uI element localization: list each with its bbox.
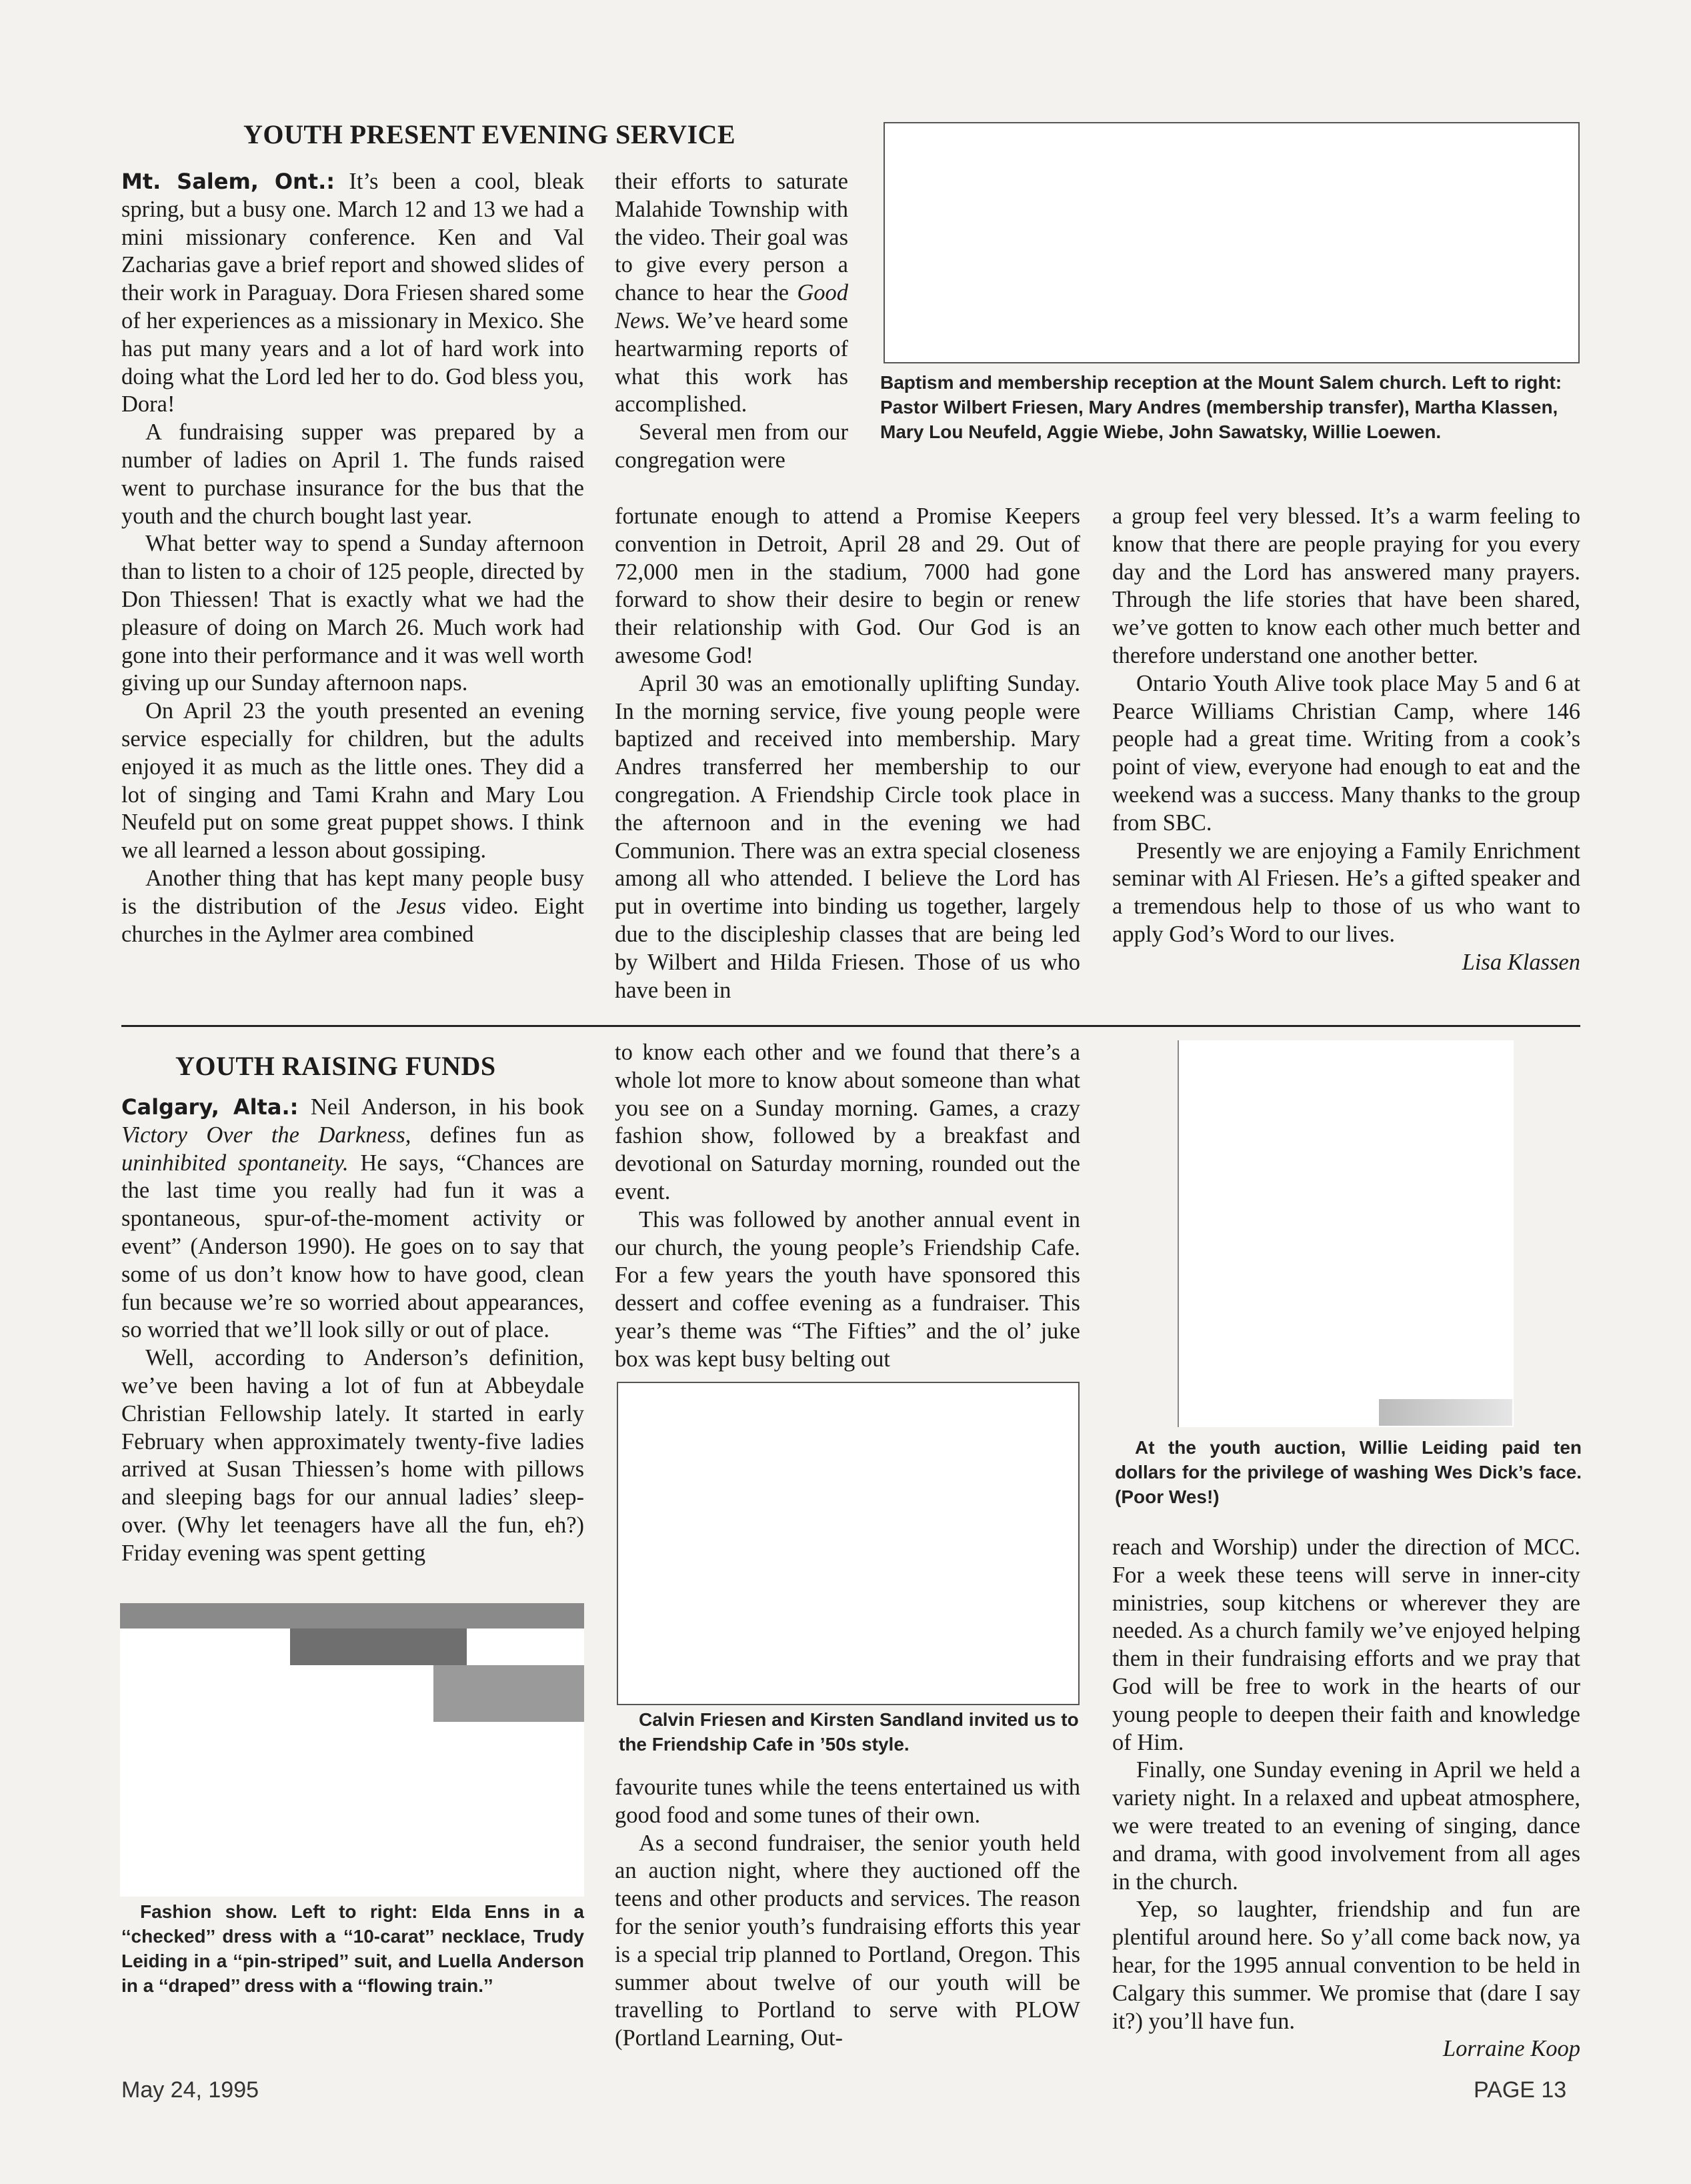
article2-paragraph: to know each other and we found that there’s a whole lot more to know about someone than what you see on a Sunday morning. Games, a crazy fashion show, followed by a breakfast and devotional on Saturday morning, rounded out the event. xyxy=(615,1040,1080,1204)
article1-paragraph: a group feel very blessed. It’s a warm feeling to know that there are people praying for you every day and the Lord has answered many prayers. Through the life stories that have been shared, we’ve gotten to know each other much better and therefore understand one another better. xyxy=(1112,503,1580,668)
article2-paragraph: Calgary, Alta.: Neil Anderson, in his book Victory Over the Darkness, defines fun as uninhibited spontaneity. He says, “Chances are the last time you really had fun it was a spontaneous, spur-of-the-moment activity or event” (Anderson 1990). He goes on to say that some of us don’t know how to have good, clean fun because we’re so worried about appearances, so worried that we’ll look silly or out of place. xyxy=(121,1094,585,1343)
article2-byline: Lorraine Koop xyxy=(1442,2036,1580,2062)
article1-paragraph: Ontario Youth Alive took place May 5 and 6 at Pearce Williams Christian Camp, where 146 people had a great time. Writing from a cook’s point of view, everyone had enough to eat and the weekend was a success. Many thanks to the group from SBC. xyxy=(1112,670,1580,836)
article1-paragraph: their efforts to saturate Malahide Township with the video. Their goal was to give every person a chance to hear the Good News. We’ve heard some heartwarming reports of what this work has accomplished. xyxy=(615,169,848,417)
article2-column-3 xyxy=(1112,1534,1580,2063)
article1-text: It’s been a cool, bleak spring, but a busy one. March 12 and 13 we had a mini missionary conference. Ken and Val Zacharias gave a brief report and showed slides of their work in Paraguay. Dora Friesen shared some of her experiences as a missionary in Mexico. She has put many years and a lot of hard work into doing what the Lord led her to do. God bless you, Dora! xyxy=(121,169,585,417)
baptism-photo xyxy=(884,122,1580,363)
article2-dateline: Calgary, Alta.: xyxy=(121,1094,299,1120)
article2-paragraph: This was followed by another annual event in our church, the young people’s Friendship Cafe. For a few years the youth have sponsored this dessert and coffee evening as a fundraiser. This year’s theme was “The Fifties” and the ol’ juke box was kept busy belting out xyxy=(615,1206,1080,1372)
article2-column-1 xyxy=(121,1094,584,1568)
article1-dateline: Mt. Salem, Ont.: xyxy=(121,169,335,194)
article2-column-2-top xyxy=(615,1039,1080,1374)
article1-byline: Lisa Klassen xyxy=(1462,949,1580,975)
friendship-cafe-caption: Calvin Friesen and Kirsten Sandland invited us to the Friendship Cafe in ’50s style. xyxy=(619,1709,1079,1755)
youth-auction-caption: At the youth auction, Willie Leiding paid ten dollars for the privilege of washing Wes Dick’s face. (Poor Wes!) xyxy=(1115,1437,1582,1507)
youth-auction-photo xyxy=(1178,1040,1514,1427)
article2-paragraph: Well, according to Anderson’s definition, we’ve been having a lot of fun at Abbeydale Christian Fellowship lately. It started in early February when approximately twenty-five ladies arrived at Susan Thiessen’s home with pillows and sleeping bags for our annual ladies’ sleep-over. (Why let teenagers have all the fun, eh?) Friday evening was spent getting xyxy=(121,1345,584,1566)
footer-page-number: PAGE 13 xyxy=(1474,2077,1567,2103)
article1-column-2-top xyxy=(615,168,848,475)
article2-paragraph: favourite tunes while the teens entertained us with good food and some tunes of their own. xyxy=(615,1775,1080,1828)
article1-column-1 xyxy=(121,168,584,948)
article1-paragraph xyxy=(121,168,584,419)
footer-date: May 24, 1995 xyxy=(121,2077,259,2103)
article1-paragraph: A fundraising supper was prepared by a number of ladies on April 1. The funds raised went to purchase insurance for the bus that the youth and the church bought last year. xyxy=(121,419,584,529)
section-divider xyxy=(121,1025,1580,1027)
article1-paragraph: Presently we are enjoying a Family Enrichment seminar with Al Friesen. He’s a gifted speaker and a tremendous help to those of us who want to apply God’s Word to our lives. xyxy=(1112,838,1580,947)
article1-paragraph: What better way to spend a Sunday afternoon than to listen to a choir of 125 people, directed by Don Thiessen! That is exactly what we had the pleasure of doing on March 26. Much work had gone into their performance and it was well worth giving up our Sunday afternoon naps. xyxy=(121,531,584,696)
friendship-cafe-photo xyxy=(617,1382,1080,1705)
auction-photo-fragment xyxy=(1379,1399,1512,1426)
fashion-show-caption: Fashion show. Left to right: Elda Enns in a ‘‘checked’’ dress with a ‘‘10-carat’’ necklace, Trudy Leiding in a ‘‘pin-striped’’ suit, and Luella Anderson in a ‘‘draped’’ dress with a ‘‘flowing train.’’ xyxy=(121,1901,584,1996)
fashion-photo-fragment xyxy=(290,1628,467,1665)
baptism-photo-caption: Baptism and membership reception at the Mount Salem church. Left to right: Pastor Wilbert Friesen, Mary Andres (membership transfer), Martha Klassen, Mary Lou Neufeld, Aggie Wiebe, John Sawatsky, Willie Loewen. xyxy=(880,372,1562,442)
article1-column-2-bottom xyxy=(615,503,1080,1004)
article1-paragraph: April 30 was an emotionally uplifting Sunday. In the morning service, five young people were baptized and received into membership. Mary Andres transferred her membership to our congregation. A Friendship Circle took place in the afternoon and in the evening we had Communion. There was an extra special closeness among all who attended. I believe the Lord has put in overtime into binding us together, largely due to the discipleship classes that are being led by Wilbert and Hilda Friesen. Those of us who have been in xyxy=(615,670,1080,1003)
article2-paragraph: reach and Worship) under the direction of MCC. For a week these teens will serve in inner-city ministries, soup kitchens or wherever they are needed. As a church family we’ve enjoyed helping them in their fundraising efforts and we pray that God will be free to work in the hearts of our young people to deepen their faith and knowledge of Him. xyxy=(1112,1534,1580,1755)
fashion-photo-fragment xyxy=(433,1665,584,1722)
article2-headline: YOUTH RAISING FUNDS xyxy=(175,1051,496,1081)
fashion-photo-fragment xyxy=(120,1628,290,1897)
article2-paragraph: As a second fundraiser, the senior youth held an auction night, where they auctioned off the teens and other products and services. The reason for the senior youth’s fundraising efforts this year is a special trip planned to Portland, Oregon. This summer about twelve of our youth will be travelling to Portland to serve with PLOW (Portland Learning, Out- xyxy=(615,1830,1080,2051)
fashion-show-photo xyxy=(120,1603,584,1897)
article2-paragraph: Finally, one Sunday evening in April we held a variety night. In a relaxed and upbeat atmosphere, we were treated to an evening of singing, dance and drama, with good involvement from all ages in the church. xyxy=(1112,1757,1580,1895)
article2-column-2-bottom xyxy=(615,1774,1080,2053)
article1-headline: YOUTH PRESENT EVENING SERVICE xyxy=(243,119,736,149)
fashion-photo-fragment xyxy=(120,1603,584,1628)
article1-paragraph: On April 23 the youth presented an evening service especially for children, but the adults enjoyed it as much as the little ones. They did a lot of singing and Tami Krahn and Mary Lou Neufeld put on some great puppet shows. I think we all learned a lesson about gossiping. xyxy=(121,698,584,864)
article1-paragraph: Several men from our congregation were xyxy=(615,419,848,473)
article1-paragraph: fortunate enough to attend a Promise Keepers convention in Detroit, April 28 and 29. Out of 72,000 men in the stadium, 7000 had gone forward to show their desire to begin or renew their relationship with God. Our God is an awesome God! xyxy=(615,503,1080,668)
article1-paragraph: Another thing that has kept many people busy is the distribution of the Jesus video. Eight churches in the Aylmer area combined xyxy=(121,865,584,947)
fashion-photo-fragment xyxy=(467,1628,584,1665)
article1-column-3 xyxy=(1112,503,1580,977)
article2-paragraph: Yep, so laughter, friendship and fun are plentiful around here. So y’all come back now, ya hear, for the 1995 annual convention to be held in Calgary this summer. We promise that (dare I say it?) you’ll have fun. xyxy=(1112,1897,1580,2034)
